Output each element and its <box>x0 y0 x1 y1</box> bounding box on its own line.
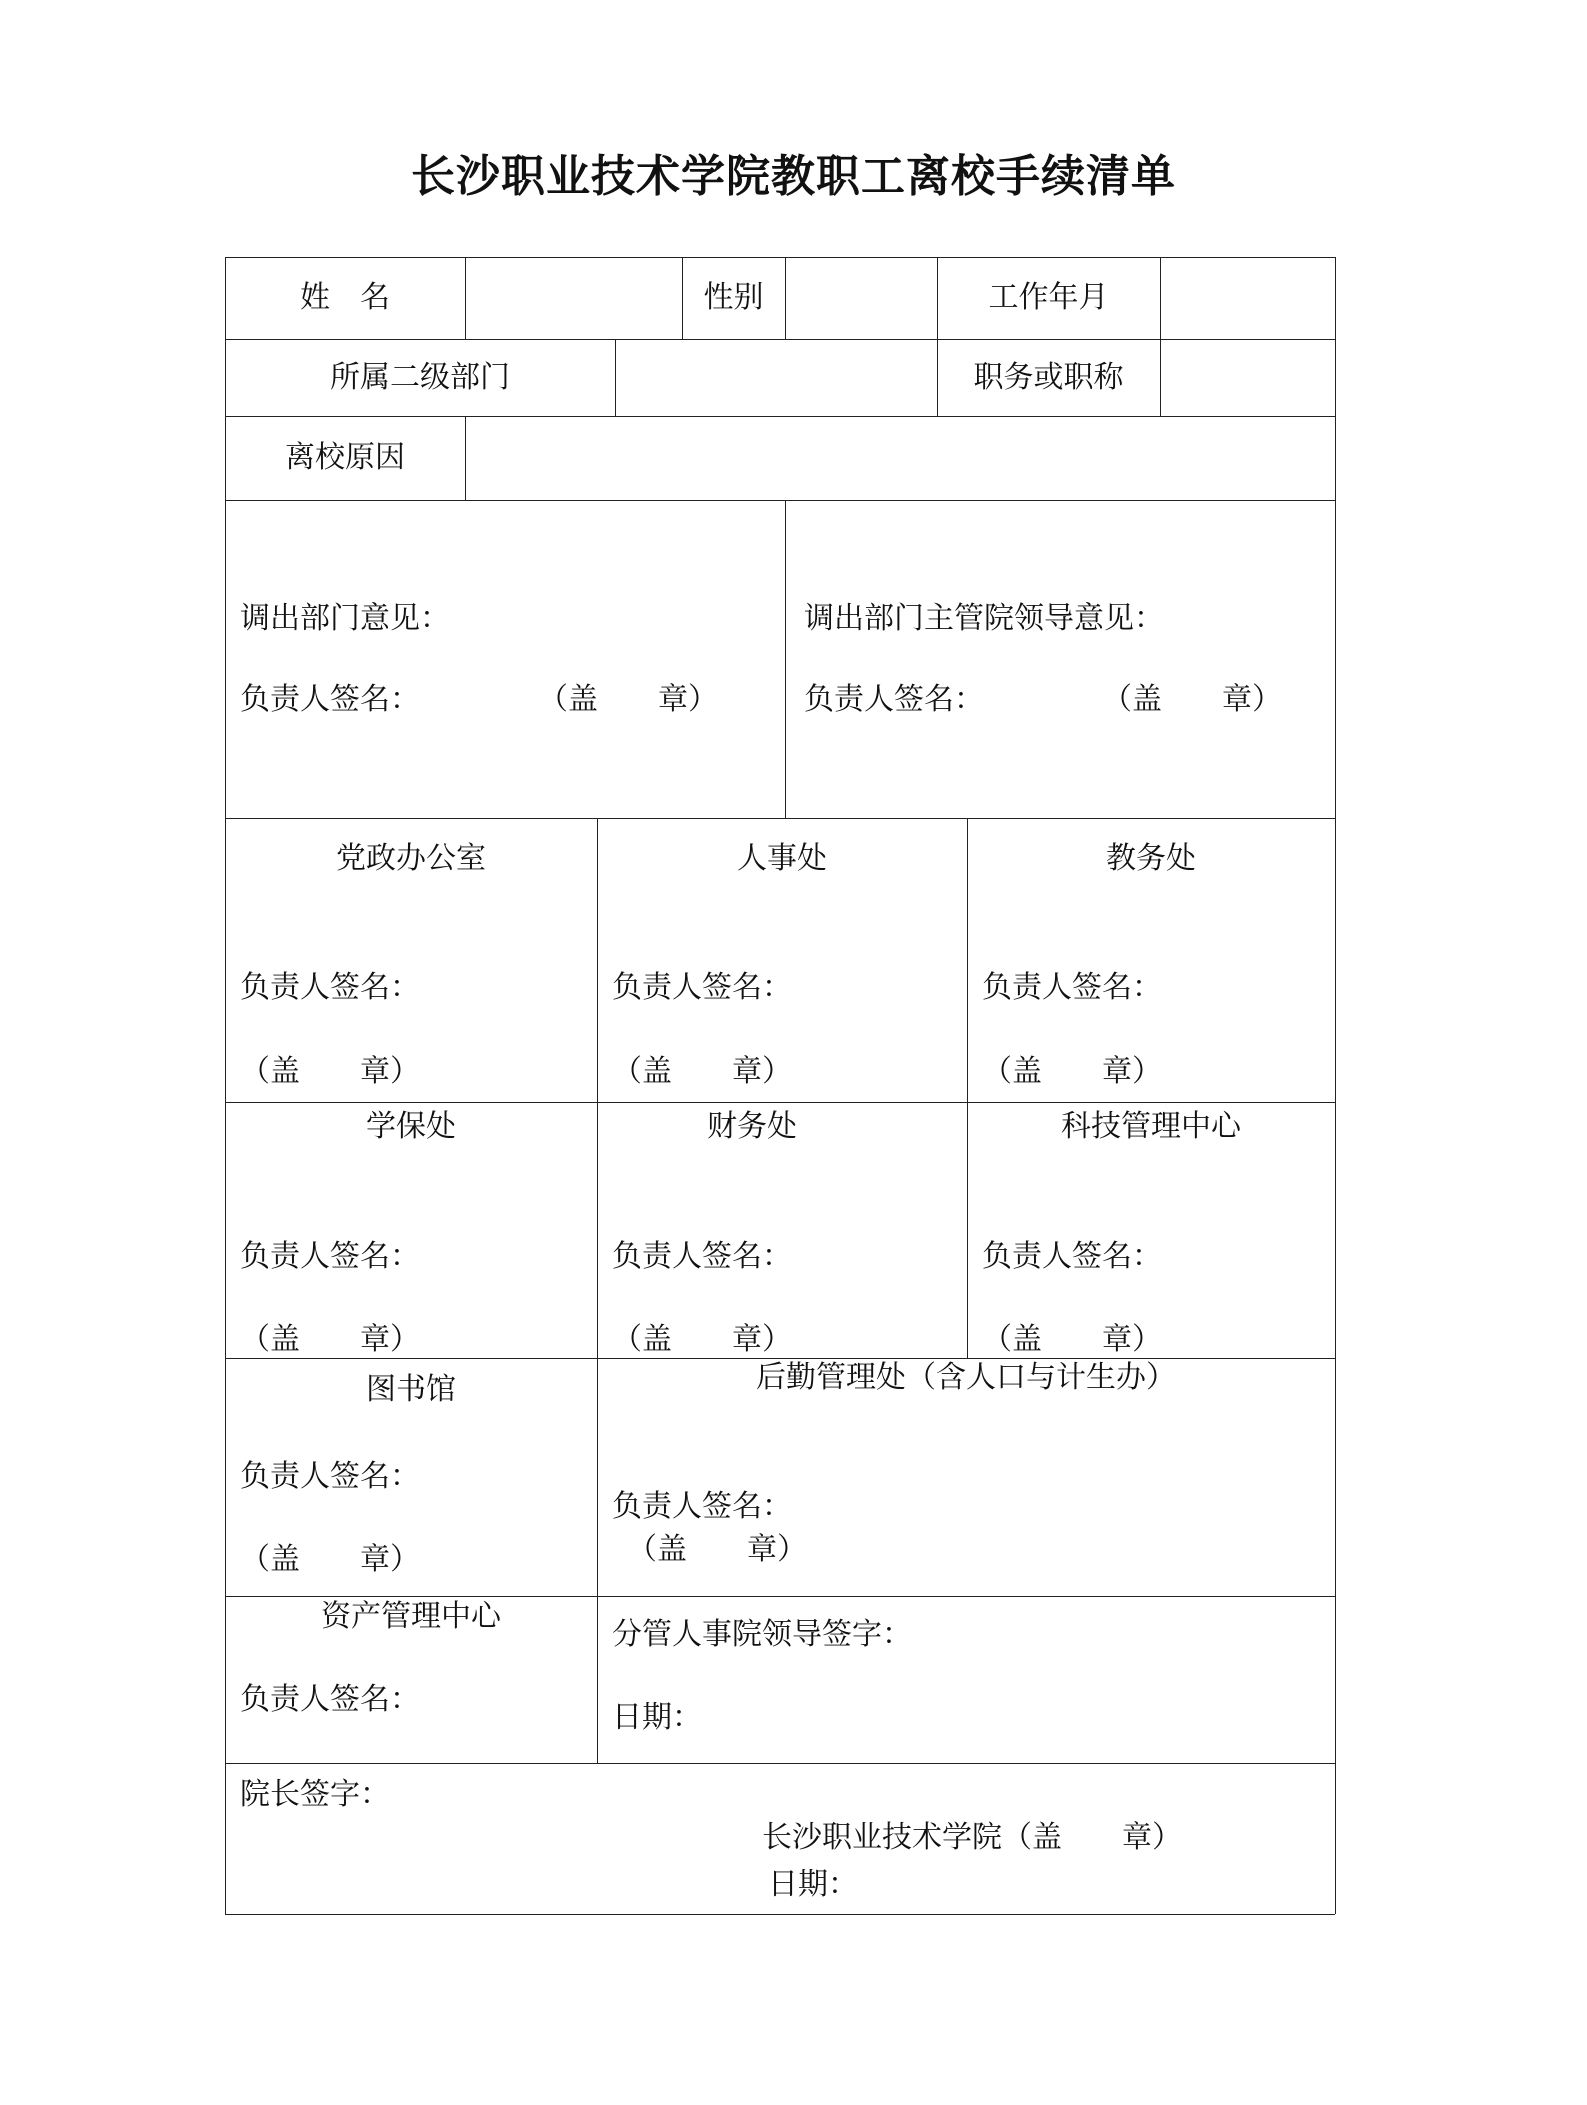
president-sign-label: 院长签字： <box>240 1777 390 1812</box>
work-year-month-label: 工作年月 <box>988 280 1109 315</box>
sign-label: 负责人签名： <box>240 1682 420 1717</box>
row-divider <box>225 1102 1335 1103</box>
row-divider <box>225 416 1335 417</box>
col-divider <box>785 257 786 339</box>
position-title-label: 职务或职称 <box>973 360 1124 395</box>
sign-label: 负责人签名： <box>240 970 420 1005</box>
gender-label: 性别 <box>703 280 764 315</box>
row-divider <box>225 1763 1335 1764</box>
seal-label: （盖 章） <box>240 1322 420 1357</box>
dept-opinion-label: 调出部门意见： <box>240 601 450 636</box>
row-divider <box>225 818 1335 819</box>
seal-label: （盖 章） <box>627 1532 807 1567</box>
col-divider <box>465 257 466 339</box>
seal-label: （盖 章） <box>538 682 718 717</box>
col-divider <box>597 818 598 1358</box>
table-border-top <box>225 257 1335 258</box>
sign-label: 负责人签名： <box>240 1239 420 1274</box>
name-label: 姓 名 <box>300 280 390 315</box>
seal-label: （盖 章） <box>982 1054 1162 1089</box>
row-divider <box>225 1358 1335 1359</box>
sign-label: 负责人签名： <box>982 970 1162 1005</box>
sign-label: 负责人签名： <box>240 682 420 717</box>
col-divider <box>967 818 968 1358</box>
academic-affairs-title: 教务处 <box>1106 841 1196 876</box>
party-office-title: 党政办公室 <box>336 841 486 876</box>
logistics-title: 后勤管理处（含人口与计生办） <box>756 1360 1176 1395</box>
seal-label: （盖 章） <box>612 1322 792 1357</box>
col-divider <box>1160 257 1161 339</box>
finance-title: 财务处 <box>707 1109 797 1144</box>
seal-label: （盖 章） <box>240 1054 420 1089</box>
seal-label: （盖 章） <box>1102 682 1282 717</box>
row-divider <box>225 339 1335 340</box>
col-divider <box>465 416 466 500</box>
assets-title: 资产管理中心 <box>321 1599 501 1634</box>
sign-label: 负责人签名： <box>612 1489 792 1524</box>
row-divider <box>225 1596 1335 1597</box>
college-seal-label: 长沙职业技术学院（盖 章） <box>762 1820 1182 1855</box>
page-title: 长沙职业技术学院教职工离校手续清单 <box>411 151 1176 202</box>
sign-label: 负责人签名： <box>982 1239 1162 1274</box>
table-border-right <box>1335 257 1336 1914</box>
tech-management-title: 科技管理中心 <box>1061 1109 1241 1144</box>
date-label: 日期： <box>612 1700 702 1735</box>
col-divider <box>597 1358 598 1763</box>
col-divider <box>615 339 616 416</box>
sign-label: 负责人签名： <box>612 1239 792 1274</box>
hr-leader-sign-label: 分管人事院领导签字： <box>612 1617 912 1652</box>
sign-label: 负责人签名： <box>804 682 984 717</box>
sign-label: 负责人签名： <box>240 1459 420 1494</box>
table-border-left <box>225 257 226 1914</box>
table-border-bottom <box>225 1914 1335 1915</box>
hr-office-title: 人事处 <box>737 841 827 876</box>
col-divider <box>1160 339 1161 416</box>
department-label: 所属二级部门 <box>330 360 510 395</box>
seal-label: （盖 章） <box>612 1054 792 1089</box>
dept-leader-opinion-label: 调出部门主管院领导意见： <box>804 601 1164 636</box>
library-title: 图书馆 <box>366 1372 456 1407</box>
sign-label: 负责人签名： <box>612 970 792 1005</box>
leave-reason-label: 离校原因 <box>285 440 405 475</box>
col-divider <box>785 500 786 818</box>
row-divider <box>225 500 1335 501</box>
seal-label: （盖 章） <box>982 1322 1162 1357</box>
seal-label: （盖 章） <box>240 1542 420 1577</box>
student-security-title: 学保处 <box>366 1109 456 1144</box>
date-label: 日期： <box>768 1867 858 1902</box>
